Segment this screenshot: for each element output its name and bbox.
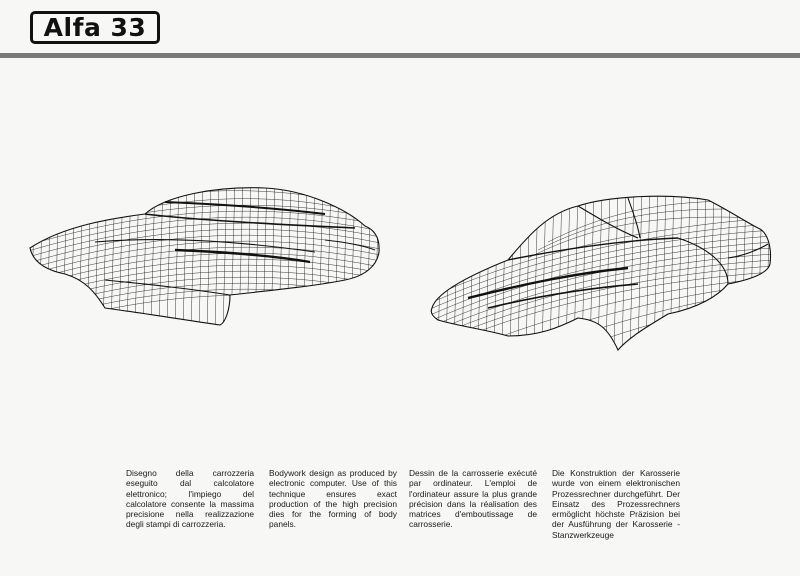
caption-german: Die Konstruktion der Karosserie wurde von einem elektronischen Prozessrechner durchgeführt. Der Einsatz des Prozessrechners ermöglicht höchste Präzision bei der Ausführung der Karosserie - Stanzwerkzeuge (552, 468, 680, 540)
wireframe-car-right (428, 188, 773, 353)
caption-italian: Disegno della carrozzeria eseguito dal calcolatore elettronico; l'impiego del calcolatore consente la massima precisione nella realizzazione degli stampi di carrozzeria. (126, 468, 254, 530)
header-divider (0, 53, 800, 58)
logo (30, 11, 160, 44)
logo-text: Alfa 33 (43, 13, 147, 42)
body-outline (30, 188, 379, 325)
body-outline (431, 196, 770, 350)
caption-english: Bodywork design as produced by electronic computer. Use of this technique ensures exact production of the high precision dies for the forming of body panels. (269, 468, 397, 530)
wireframe-car-left (25, 180, 385, 330)
caption-french: Dessin de la carrosserie exécuté par ordinateur. L'emploi de l'ordinateur assure la plus grande précision dans la réalisation des matrices d'emboutissage de carrosserie. (409, 468, 537, 530)
